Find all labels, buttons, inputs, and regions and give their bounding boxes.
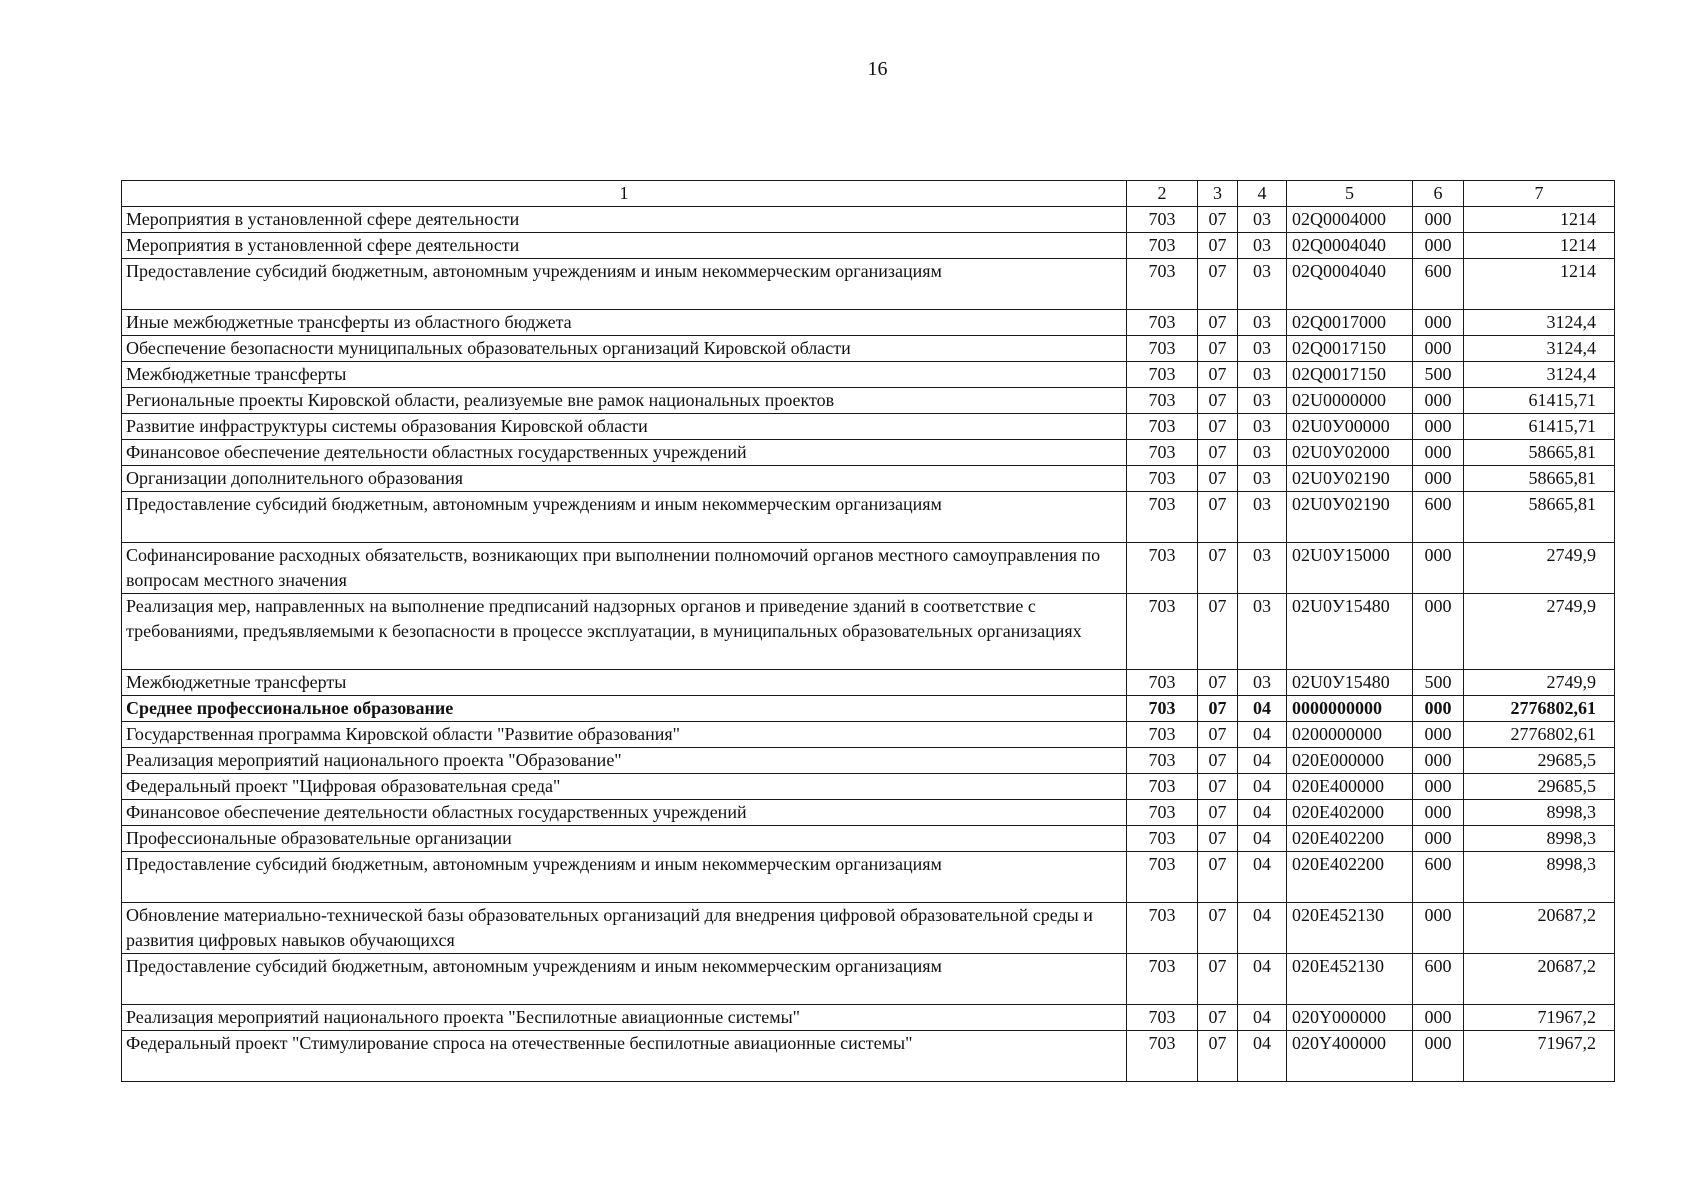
cell-col-3: 07: [1198, 259, 1238, 310]
cell-col-7: 2749,9: [1464, 670, 1615, 696]
cell-col-3: 07: [1198, 903, 1238, 954]
cell-name: Федеральный проект "Стимулирование спроса на отечественные беспилотные авиационные системы": [122, 1031, 1127, 1082]
cell-col-2: 703: [1127, 259, 1198, 310]
cell-col-6: 500: [1413, 670, 1464, 696]
cell-col-4: 03: [1238, 310, 1287, 336]
cell-col-3: 07: [1198, 362, 1238, 388]
cell-col-2: 703: [1127, 543, 1198, 594]
cell-col-7: 2776802,61: [1464, 696, 1615, 722]
cell-col-4: 04: [1238, 696, 1287, 722]
cell-col-6: 000: [1413, 594, 1464, 670]
cell-name: Предоставление субсидий бюджетным, автономным учреждениям и иным некоммерческим организациям: [122, 852, 1127, 903]
table-body: [122, 207, 1615, 1082]
header-col-5: 5: [1287, 181, 1413, 207]
cell-col-6: 600: [1413, 852, 1464, 903]
cell-col-5: 02U0У00000: [1287, 414, 1413, 440]
cell-col-7: 3124,4: [1464, 362, 1615, 388]
cell-col-5: 020E400000: [1287, 774, 1413, 800]
cell-col-7: 1214: [1464, 259, 1615, 310]
cell-col-3: 07: [1198, 954, 1238, 1005]
cell-col-6: 000: [1413, 826, 1464, 852]
cell-col-3: 07: [1198, 1031, 1238, 1082]
cell-col-3: 07: [1198, 774, 1238, 800]
header-col-6: 6: [1413, 181, 1464, 207]
header-col-7: 7: [1464, 181, 1615, 207]
cell-col-6: 000: [1413, 1005, 1464, 1031]
cell-col-3: 07: [1198, 696, 1238, 722]
cell-name: Реализация мер, направленных на выполнение предписаний надзорных органов и приведение зданий в соответствие с требованиями, предъявляемыми к безопасности в процессе эксплуатации, в муниципальных образовательных организациях: [122, 594, 1127, 670]
header-col-1: 1: [122, 181, 1127, 207]
cell-col-7: 1214: [1464, 207, 1615, 233]
cell-col-5: 02U0У02000: [1287, 440, 1413, 466]
cell-col-4: 03: [1238, 440, 1287, 466]
cell-col-2: 703: [1127, 336, 1198, 362]
cell-col-2: 703: [1127, 233, 1198, 259]
cell-col-6: 600: [1413, 954, 1464, 1005]
cell-col-3: 07: [1198, 722, 1238, 748]
cell-name: Реализация мероприятий национального проекта "Беспилотные авиационные системы": [122, 1005, 1127, 1031]
table-row: [122, 259, 1615, 310]
cell-col-6: 000: [1413, 903, 1464, 954]
cell-col-7: 2776802,61: [1464, 722, 1615, 748]
cell-col-7: 29685,5: [1464, 748, 1615, 774]
cell-col-6: 000: [1413, 1031, 1464, 1082]
table-row: [122, 594, 1615, 670]
cell-col-2: 703: [1127, 310, 1198, 336]
cell-col-6: 000: [1413, 466, 1464, 492]
cell-name: Предоставление субсидий бюджетным, автономным учреждениям и иным некоммерческим организациям: [122, 259, 1127, 310]
cell-col-7: 58665,81: [1464, 492, 1615, 543]
cell-col-5: 020Y400000: [1287, 1031, 1413, 1082]
cell-col-7: 2749,9: [1464, 594, 1615, 670]
cell-col-4: 03: [1238, 233, 1287, 259]
cell-col-6: 000: [1413, 800, 1464, 826]
cell-col-5: 02Q0004000: [1287, 207, 1413, 233]
cell-col-3: 07: [1198, 207, 1238, 233]
table-row: [122, 670, 1615, 696]
cell-col-2: 703: [1127, 670, 1198, 696]
cell-col-2: 703: [1127, 696, 1198, 722]
cell-col-5: 02Q0004040: [1287, 233, 1413, 259]
table-row: [122, 388, 1615, 414]
cell-col-2: 703: [1127, 388, 1198, 414]
cell-name: Реализация мероприятий национального проекта "Образование": [122, 748, 1127, 774]
table-row: [122, 722, 1615, 748]
cell-col-4: 04: [1238, 826, 1287, 852]
cell-col-4: 04: [1238, 903, 1287, 954]
cell-col-4: 04: [1238, 748, 1287, 774]
cell-col-7: 1214: [1464, 233, 1615, 259]
cell-col-4: 03: [1238, 492, 1287, 543]
cell-name: Обеспечение безопасности муниципальных образовательных организаций Кировской области: [122, 336, 1127, 362]
cell-col-4: 03: [1238, 594, 1287, 670]
cell-col-6: 500: [1413, 362, 1464, 388]
table-row: [122, 310, 1615, 336]
cell-col-3: 07: [1198, 414, 1238, 440]
cell-col-3: 07: [1198, 594, 1238, 670]
cell-col-7: 58665,81: [1464, 466, 1615, 492]
table-row: [122, 903, 1615, 954]
cell-name: Межбюджетные трансферты: [122, 670, 1127, 696]
cell-col-3: 07: [1198, 440, 1238, 466]
table-row: [122, 362, 1615, 388]
cell-col-6: 000: [1413, 696, 1464, 722]
cell-name: Развитие инфраструктуры системы образования Кировской области: [122, 414, 1127, 440]
cell-name: Среднее профессиональное образование: [122, 696, 1127, 722]
table-row: [122, 1005, 1615, 1031]
cell-name: Финансовое обеспечение деятельности областных государственных учреждений: [122, 800, 1127, 826]
table-row: [122, 233, 1615, 259]
cell-col-2: 703: [1127, 1031, 1198, 1082]
cell-col-7: 2749,9: [1464, 543, 1615, 594]
cell-col-5: 020E402200: [1287, 852, 1413, 903]
cell-col-5: 02Q0004040: [1287, 259, 1413, 310]
cell-name: Межбюджетные трансферты: [122, 362, 1127, 388]
cell-col-7: 71967,2: [1464, 1031, 1615, 1082]
table-row: [122, 543, 1615, 594]
cell-col-6: 000: [1413, 388, 1464, 414]
header-col-4: 4: [1238, 181, 1287, 207]
cell-col-4: 03: [1238, 207, 1287, 233]
cell-name: Обновление материально-технической базы образовательных организаций для внедрения цифровой образовательной среды и развития цифровых навыков обучающихся: [122, 903, 1127, 954]
cell-col-5: 0000000000: [1287, 696, 1413, 722]
cell-col-5: 020E452130: [1287, 954, 1413, 1005]
cell-col-6: 000: [1413, 774, 1464, 800]
cell-col-7: 61415,71: [1464, 414, 1615, 440]
table-row: [122, 207, 1615, 233]
table-row: [122, 336, 1615, 362]
cell-col-5: 0200000000: [1287, 722, 1413, 748]
cell-col-2: 703: [1127, 954, 1198, 1005]
cell-col-4: 03: [1238, 466, 1287, 492]
cell-col-2: 703: [1127, 362, 1198, 388]
cell-col-2: 703: [1127, 800, 1198, 826]
cell-col-6: 000: [1413, 336, 1464, 362]
cell-col-6: 600: [1413, 259, 1464, 310]
cell-col-6: 000: [1413, 207, 1464, 233]
cell-col-4: 04: [1238, 954, 1287, 1005]
table-row: [122, 492, 1615, 543]
cell-col-3: 07: [1198, 852, 1238, 903]
cell-col-2: 703: [1127, 826, 1198, 852]
cell-col-5: 02U0000000: [1287, 388, 1413, 414]
cell-col-4: 04: [1238, 1031, 1287, 1082]
cell-col-3: 07: [1198, 233, 1238, 259]
cell-col-7: 8998,3: [1464, 852, 1615, 903]
cell-col-2: 703: [1127, 440, 1198, 466]
cell-col-5: 020E452130: [1287, 903, 1413, 954]
cell-col-3: 07: [1198, 748, 1238, 774]
cell-name: Региональные проекты Кировской области, реализуемые вне рамок национальных проектов: [122, 388, 1127, 414]
cell-name: Предоставление субсидий бюджетным, автономным учреждениям и иным некоммерческим организациям: [122, 954, 1127, 1005]
cell-name: Федеральный проект "Цифровая образовательная среда": [122, 774, 1127, 800]
cell-col-2: 703: [1127, 852, 1198, 903]
cell-col-3: 07: [1198, 466, 1238, 492]
cell-name: Организации дополнительного образования: [122, 466, 1127, 492]
cell-col-6: 000: [1413, 543, 1464, 594]
cell-col-3: 07: [1198, 543, 1238, 594]
cell-col-5: 020E402000: [1287, 800, 1413, 826]
cell-col-5: 02Q0017150: [1287, 362, 1413, 388]
page-number: 16: [867, 58, 888, 80]
cell-col-7: 71967,2: [1464, 1005, 1615, 1031]
cell-col-5: 02U0У15000: [1287, 543, 1413, 594]
cell-col-5: 02U0У15480: [1287, 594, 1413, 670]
cell-name: Государственная программа Кировской области "Развитие образования": [122, 722, 1127, 748]
table-row: [122, 774, 1615, 800]
cell-col-2: 703: [1127, 414, 1198, 440]
cell-col-7: 8998,3: [1464, 826, 1615, 852]
cell-col-7: 29685,5: [1464, 774, 1615, 800]
cell-col-7: 8998,3: [1464, 800, 1615, 826]
cell-name: Мероприятия в установленной сфере деятельности: [122, 207, 1127, 233]
cell-col-4: 03: [1238, 388, 1287, 414]
cell-col-4: 03: [1238, 670, 1287, 696]
header-col-2: 2: [1127, 181, 1198, 207]
cell-col-2: 703: [1127, 1005, 1198, 1031]
cell-col-7: 3124,4: [1464, 336, 1615, 362]
cell-col-6: 000: [1413, 310, 1464, 336]
cell-col-2: 703: [1127, 492, 1198, 543]
cell-col-4: 04: [1238, 1005, 1287, 1031]
cell-col-4: 04: [1238, 852, 1287, 903]
table-row: [122, 852, 1615, 903]
table-row: [122, 466, 1615, 492]
cell-col-5: 02U0У15480: [1287, 670, 1413, 696]
cell-col-6: 000: [1413, 440, 1464, 466]
cell-name: Мероприятия в установленной сфере деятельности: [122, 233, 1127, 259]
cell-col-5: 020E000000: [1287, 748, 1413, 774]
cell-col-7: 58665,81: [1464, 440, 1615, 466]
cell-col-4: 04: [1238, 774, 1287, 800]
cell-name: Иные межбюджетные трансферты из областного бюджета: [122, 310, 1127, 336]
cell-col-6: 000: [1413, 748, 1464, 774]
cell-col-3: 07: [1198, 1005, 1238, 1031]
cell-col-6: 000: [1413, 722, 1464, 748]
cell-col-2: 703: [1127, 748, 1198, 774]
header-col-3: 3: [1198, 181, 1238, 207]
table-row: [122, 800, 1615, 826]
cell-name: Финансовое обеспечение деятельности областных государственных учреждений: [122, 440, 1127, 466]
cell-name: Предоставление субсидий бюджетным, автономным учреждениям и иным некоммерческим организациям: [122, 492, 1127, 543]
cell-col-3: 07: [1198, 310, 1238, 336]
cell-col-5: 020E402200: [1287, 826, 1413, 852]
cell-col-4: 03: [1238, 336, 1287, 362]
cell-col-5: 020Y000000: [1287, 1005, 1413, 1031]
cell-col-5: 02U0У02190: [1287, 492, 1413, 543]
cell-col-3: 07: [1198, 336, 1238, 362]
cell-name: Софинансирование расходных обязательств, возникающих при выполнении полномочий органов местного самоуправления по вопросам местного значения: [122, 543, 1127, 594]
cell-col-4: 03: [1238, 362, 1287, 388]
cell-col-3: 07: [1198, 826, 1238, 852]
cell-col-5: 02U0У02190: [1287, 466, 1413, 492]
cell-name: Профессиональные образовательные организации: [122, 826, 1127, 852]
cell-col-2: 703: [1127, 722, 1198, 748]
cell-col-4: 04: [1238, 722, 1287, 748]
table-row: [122, 748, 1615, 774]
cell-col-3: 07: [1198, 800, 1238, 826]
cell-col-7: 20687,2: [1464, 903, 1615, 954]
cell-col-2: 703: [1127, 207, 1198, 233]
cell-col-7: 3124,4: [1464, 310, 1615, 336]
cell-col-4: 04: [1238, 800, 1287, 826]
budget-table: [121, 180, 1615, 1082]
cell-col-6: 000: [1413, 414, 1464, 440]
cell-col-4: 03: [1238, 414, 1287, 440]
cell-col-5: 02Q0017000: [1287, 310, 1413, 336]
table-row: [122, 696, 1615, 722]
cell-col-3: 07: [1198, 492, 1238, 543]
cell-col-2: 703: [1127, 774, 1198, 800]
cell-col-7: 61415,71: [1464, 388, 1615, 414]
cell-col-2: 703: [1127, 466, 1198, 492]
cell-col-3: 07: [1198, 670, 1238, 696]
table-row: [122, 954, 1615, 1005]
cell-col-7: 20687,2: [1464, 954, 1615, 1005]
cell-col-3: 07: [1198, 388, 1238, 414]
cell-col-5: 02Q0017150: [1287, 336, 1413, 362]
table-row: [122, 440, 1615, 466]
table-row: [122, 1031, 1615, 1082]
cell-col-2: 703: [1127, 903, 1198, 954]
cell-col-6: 600: [1413, 492, 1464, 543]
cell-col-6: 000: [1413, 233, 1464, 259]
cell-col-4: 03: [1238, 259, 1287, 310]
table-row: [122, 826, 1615, 852]
header-row: [122, 181, 1615, 207]
cell-col-2: 703: [1127, 594, 1198, 670]
table-row: [122, 414, 1615, 440]
cell-col-4: 03: [1238, 543, 1287, 594]
